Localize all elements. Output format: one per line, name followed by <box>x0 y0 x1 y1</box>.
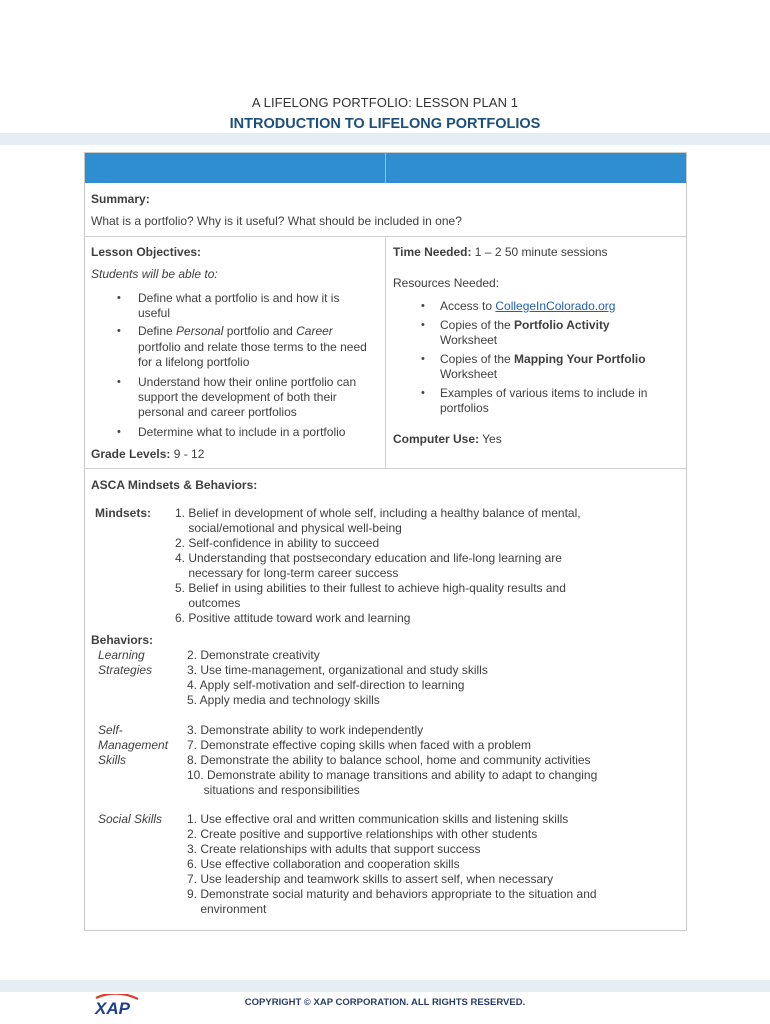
learning-item: 3. Use time-management, organizational and study skills <box>187 663 488 677</box>
asca-label: ASCA Mindsets & Behaviors: <box>91 478 258 492</box>
mindset-item: social/emotional and physical well-being <box>175 521 402 535</box>
self-management-item: situations and responsibilities <box>187 783 360 797</box>
learning-strategies-label: Strategies <box>98 663 153 677</box>
resources-label: Resources Needed: <box>393 276 500 290</box>
time-needed: Time Needed: 1 – 2 50 minute sessions <box>393 245 608 259</box>
mindset-item: outcomes <box>175 596 241 610</box>
learning-item: 2. Demonstrate creativity <box>187 648 320 662</box>
social-skill-item: 1. Use effective oral and written communication skills and listening skills <box>187 812 569 826</box>
mindset-item: necessary for long-term career success <box>175 566 399 580</box>
mindset-item: 6. Positive attitude toward work and learning <box>175 611 411 625</box>
objectives-label: Lesson Objectives: <box>91 245 202 259</box>
self-management-label: Skills <box>98 753 127 767</box>
mindset-item: 5. Belief in using abilities to their fullest to achieve high-quality results and <box>175 581 566 595</box>
social-skill-item: environment <box>187 902 267 916</box>
self-management-item: 3. Demonstrate ability to work independently <box>187 723 424 737</box>
mindset-item: 4. Understanding that postsecondary education and life-long learning are <box>175 551 562 565</box>
resource-copies-2-line2: Worksheet <box>440 367 498 381</box>
resource-copies-1: Copies of the Portfolio Activity <box>440 318 610 332</box>
lesson-pretitle: A LIFELONG PORTFOLIO: LESSON PLAN 1 <box>251 95 519 110</box>
computer-use: Computer Use: Yes <box>393 432 502 446</box>
self-management-label: Self- <box>98 723 123 737</box>
mindset-item: 1. Belief in development of whole self, including a healthy balance of mental, <box>175 506 581 520</box>
bullet-icon: • <box>421 353 425 365</box>
lesson-title: INTRODUCTION TO LIFELONG PORTFOLIOS <box>229 116 541 132</box>
column-divider <box>385 236 386 468</box>
behaviors-label: Behaviors: <box>91 633 154 647</box>
learning-strategies-label: Learning <box>98 648 145 662</box>
objective-3-line1: Understand how their online portfolio can <box>138 375 357 389</box>
resource-examples-line2: portfolios <box>440 401 489 415</box>
objective-2-line2: portfolio and relate those terms to the need <box>138 340 367 354</box>
social-skills-label: Social Skills <box>98 812 163 826</box>
social-skill-item: 3. Create relationships with adults that support success <box>187 842 481 856</box>
objectives-intro: Students will be able to: <box>91 267 218 281</box>
resource-copies-1-line2: Worksheet <box>440 333 498 347</box>
bullet-icon: • <box>421 319 425 331</box>
resource-examples-line1: Examples of various items to include in <box>440 386 648 400</box>
college-in-colorado-link[interactable]: CollegeInColorado.org <box>495 299 616 313</box>
social-skill-item: 9. Demonstrate social maturity and behaviors appropriate to the situation and <box>187 887 597 901</box>
divider <box>85 468 686 469</box>
objective-3-line2: support the development of both their <box>138 390 337 404</box>
mindsets-label: Mindsets: <box>95 506 152 520</box>
self-management-label: Management <box>98 738 169 752</box>
self-management-item: 7. Demonstrate effective coping skills when faced with a problem <box>187 738 531 752</box>
summary-text: What is a portfolio? Why is it useful? What should be included in one? <box>91 214 462 228</box>
lesson-table <box>84 152 687 931</box>
footer-band <box>0 980 770 992</box>
social-skill-item: 6. Use effective collaboration and cooperation skills <box>187 857 460 871</box>
summary-label: Summary: <box>91 192 150 206</box>
objective-1-line1: Define what a portfolio is and how it is <box>138 291 340 305</box>
bullet-icon: • <box>421 300 425 312</box>
bullet-icon: • <box>117 325 121 337</box>
social-skill-item: 2. Create positive and supportive relationships with other students <box>187 827 538 841</box>
objective-3-line3: personal and career portfolios <box>138 405 297 419</box>
self-management-item: 10. Demonstrate ability to manage transitions and ability to adapt to changing <box>187 768 598 782</box>
resource-copies-2: Copies of the Mapping Your Portfolio <box>440 352 646 366</box>
resource-access: Access to CollegeInColorado.org <box>440 299 616 313</box>
learning-item: 4. Apply self-motivation and self-direction to learning <box>187 678 465 692</box>
bullet-icon: • <box>117 426 121 438</box>
objective-4-line1: Determine what to include in a portfolio <box>138 425 346 439</box>
logo-text: XAP <box>95 999 130 1016</box>
objective-1-line2: useful <box>138 306 171 320</box>
mindset-item: 2. Self-confidence in ability to succeed <box>175 536 380 550</box>
bullet-icon: • <box>421 387 425 399</box>
learning-item: 5. Apply media and technology skills <box>187 693 380 707</box>
objective-2-line1: Define Personal portfolio and Career <box>138 324 333 338</box>
table-header-bar <box>85 153 686 183</box>
self-management-item: 8. Demonstrate the ability to balance school, home and community activities <box>187 753 591 767</box>
social-skill-item: 7. Use leadership and teamwork skills to assert self, when necessary <box>187 872 554 886</box>
objective-2-line3: for a lifelong portfolio <box>138 355 250 369</box>
copyright-notice: COPYRIGHT © XAP CORPORATION. ALL RIGHTS RESERVED. <box>244 997 526 1008</box>
bullet-icon: • <box>117 292 121 304</box>
bullet-icon: • <box>117 376 121 388</box>
header-band <box>0 133 770 145</box>
grade-levels: Grade Levels: 9 - 12 <box>91 447 205 461</box>
